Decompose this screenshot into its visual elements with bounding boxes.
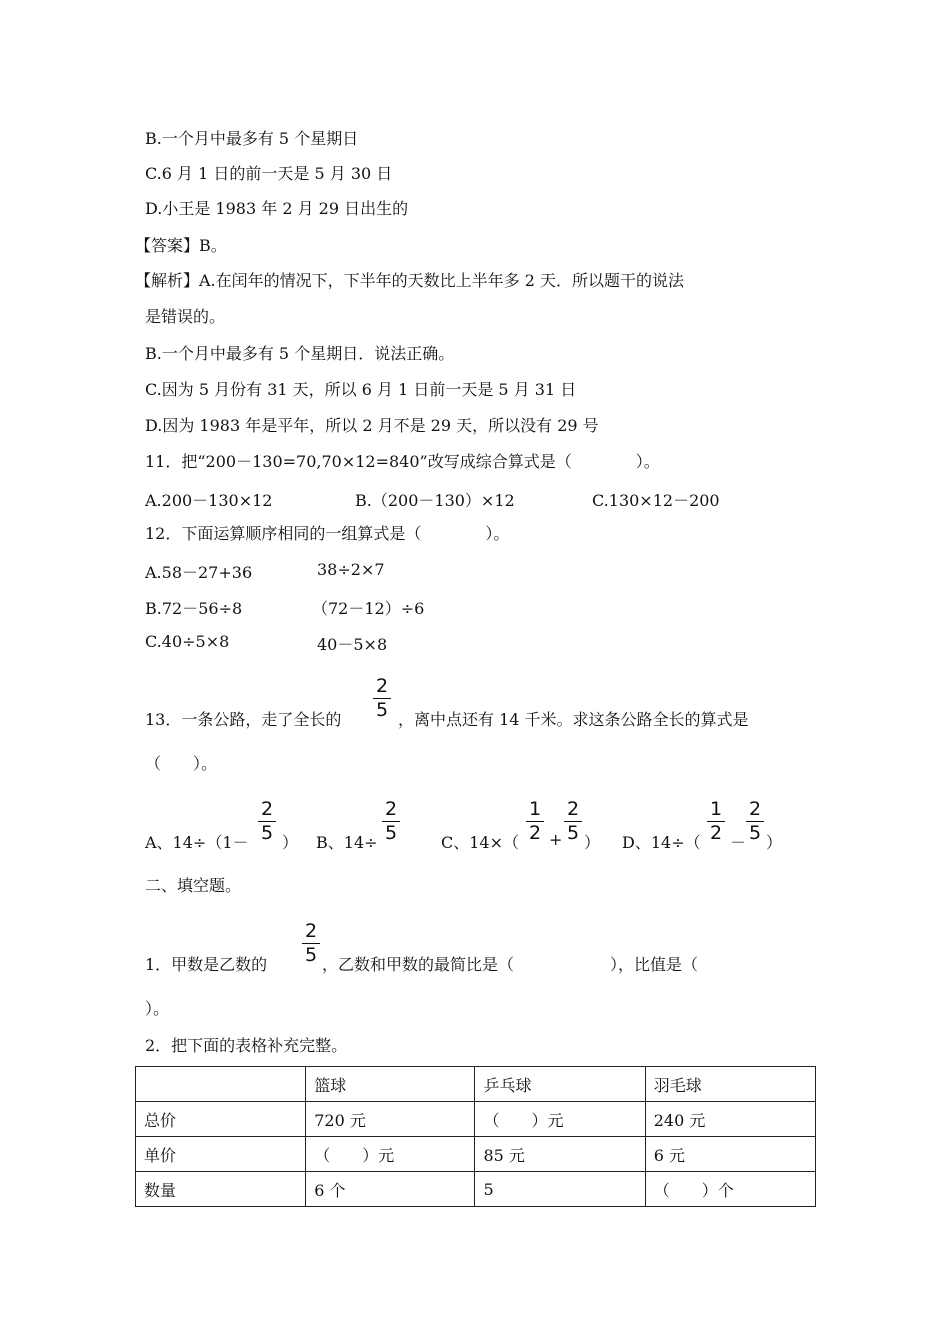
f1-text-pre: 1．甲数是乙数的	[145, 955, 268, 974]
option-c-line: C.6 月 1 日的前一天是 5 月 30 日	[145, 164, 393, 183]
option-d-fraction-2: 2 5	[746, 799, 764, 843]
answer-line: 【答案】B。	[135, 236, 227, 255]
q13-option-c-plus: +	[549, 830, 563, 849]
table-cell: 6 元	[645, 1137, 815, 1172]
analysis-c-line: C.因为 5 月份有 31 天，所以 6 月 1 日前一天是 5 月 31 日	[145, 380, 577, 399]
table-cell: 乒乓球	[475, 1067, 645, 1102]
table-cell: （ ）元	[475, 1102, 645, 1137]
table-cell: （ ）元	[306, 1137, 475, 1172]
q12-b-left: B.72－56÷8	[145, 599, 243, 618]
option-b-line: B.一个月中最多有 5 个星期日	[145, 129, 359, 148]
q11-option-a: A.200－130×12	[145, 491, 273, 510]
table-cell: 240 元	[645, 1102, 815, 1137]
q13-option-a-close: ）	[282, 833, 299, 852]
table-header-row	[136, 1067, 816, 1102]
analysis-line-2: 是错误的。	[145, 307, 226, 326]
q13-text-pre: 13．一条公路，走了全长的	[145, 710, 342, 729]
option-d-fraction-1: 1 2	[707, 799, 725, 843]
table-row	[136, 1172, 816, 1207]
q13-option-a: A、14÷（1－	[145, 833, 249, 852]
q12-a-right: 38÷2×7	[317, 560, 385, 579]
table-cell	[136, 1067, 306, 1102]
table-cell: 羽毛球	[645, 1067, 815, 1102]
table-cell: 总价	[136, 1102, 306, 1137]
table-row	[136, 1137, 816, 1172]
q13-option-d-close: ）	[766, 833, 783, 852]
analysis-b-line: B.一个月中最多有 5 个星期日．说法正确。	[145, 344, 455, 363]
q12-c-right: 40－5×8	[317, 635, 388, 654]
q11-option-b: B.（200－130）×12	[355, 491, 515, 510]
table-cell: 数量	[136, 1172, 306, 1207]
fill-question-2: 2．把下面的表格补充完整。	[145, 1036, 348, 1055]
q13-option-d: D、14÷（	[622, 833, 701, 852]
table-cell: （ ）个	[645, 1172, 815, 1207]
table-cell: 85 元	[475, 1137, 645, 1172]
q13-option-b: B、14÷	[316, 833, 378, 852]
section-2-title: 二、填空题。	[145, 876, 242, 895]
q13-text-post: ，离中点还有 14 千米。求这条公路全长的算式是	[398, 710, 749, 729]
option-c-fraction-2: 2 5	[564, 799, 582, 843]
f1-fraction: 2 5	[302, 921, 320, 965]
f1-text-post: ，乙数和甲数的最简比是（ ），比值是（	[322, 955, 699, 974]
option-a-fraction: 2 5	[258, 799, 276, 843]
analysis-d-line: D.因为 1983 年是平年，所以 2 月不是 29 天，所以没有 29 号	[145, 416, 599, 435]
table-row	[136, 1102, 816, 1137]
q12-b-right: （72－12）÷6	[312, 599, 425, 618]
f1-end: ）。	[145, 999, 170, 1018]
question-11: 11．把“200－130=70,70×12=840”改写成综合算式是（ ）。	[145, 452, 660, 471]
table-cell: 6 个	[306, 1172, 475, 1207]
q13-blank: （ ）。	[145, 754, 218, 773]
q13-option-d-minus: －	[730, 833, 747, 852]
table-cell: 篮球	[306, 1067, 475, 1102]
option-c-fraction-1: 1 2	[526, 799, 544, 843]
q11-option-c: C.130×12－200	[592, 491, 720, 510]
price-table	[135, 1066, 816, 1207]
option-d-line: D.小王是 1983 年 2 月 29 日出生的	[145, 199, 409, 218]
q13-option-c-close: ）	[584, 833, 601, 852]
option-b-fraction: 2 5	[382, 799, 400, 843]
q13-fraction: 2 5	[373, 676, 391, 720]
table-cell: 720 元	[306, 1102, 475, 1137]
analysis-line: 【解析】A.在闰年的情况下，下半年的天数比上半年多 2 天．所以题干的说法	[135, 271, 684, 290]
q12-c-left: C.40÷5×8	[145, 632, 230, 651]
table-cell: 单价	[136, 1137, 306, 1172]
table-cell: 5	[475, 1172, 645, 1207]
q13-option-c: C、14×（	[441, 833, 520, 852]
question-12: 12．下面运算顺序相同的一组算式是（ ）。	[145, 524, 510, 543]
q12-a-left: A.58－27+36	[145, 563, 253, 582]
